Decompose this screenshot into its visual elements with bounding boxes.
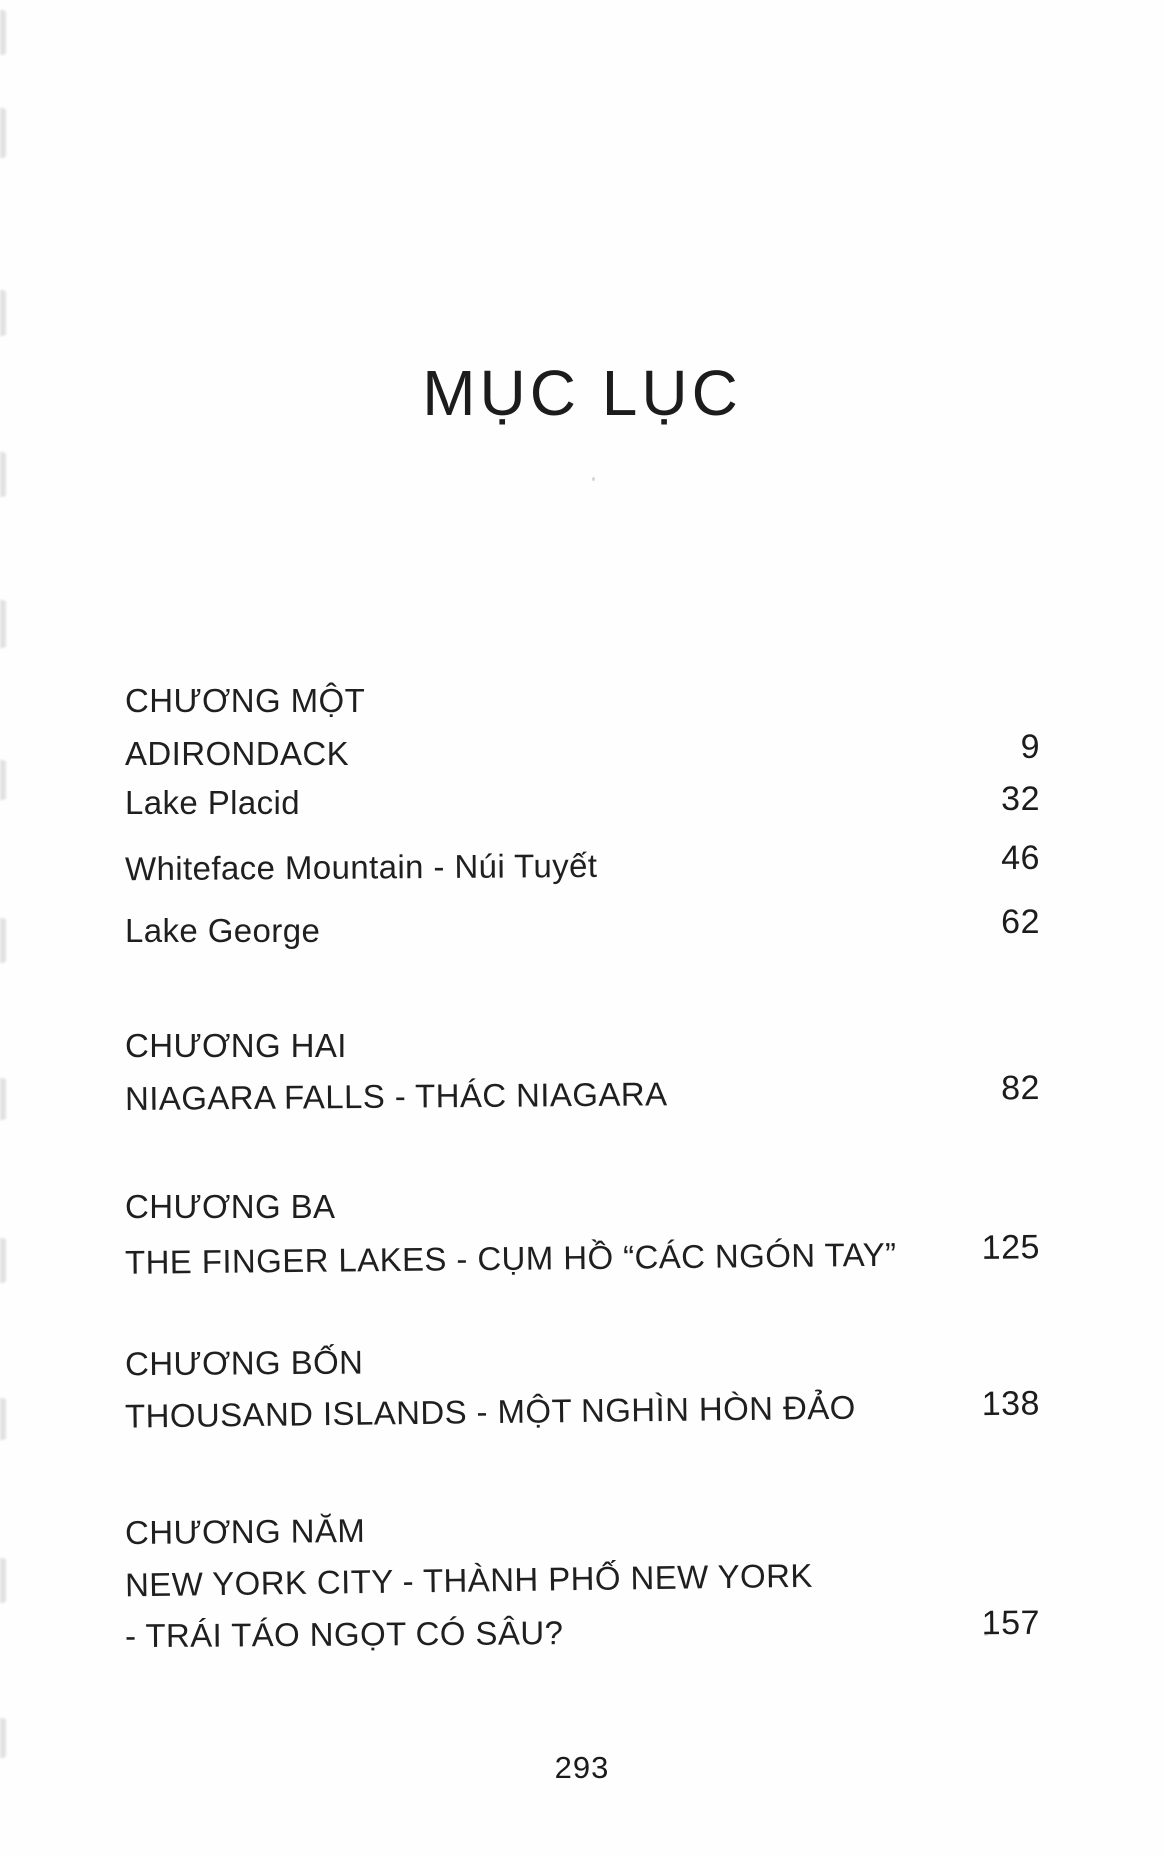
scan-edge-smudge [0, 600, 6, 648]
toc-entry [125, 728, 1040, 775]
scan-edge-smudge [0, 918, 6, 963]
scan-edge-smudge [0, 760, 6, 800]
chapter-heading [125, 1337, 1040, 1385]
entry-label: THOUSAND ISLANDS - MỘT NGHÌN HÒN ĐẢO [124, 1388, 856, 1435]
toc-entry [124, 1603, 1041, 1657]
scan-edge-smudge [0, 452, 6, 497]
entry-page-number: 32 [1001, 780, 1040, 818]
toc-entry [125, 1552, 1040, 1607]
toc-entry [125, 782, 1040, 824]
entry-label: Whiteface Mountain - Núi Tuyết [124, 846, 598, 888]
toc-entry [125, 1384, 1040, 1437]
scan-edge-smudge [0, 290, 6, 336]
entry-label: Lake Placid [125, 784, 301, 821]
entry-label: Lake George [125, 912, 321, 949]
toc-entry [125, 1070, 1040, 1120]
entry-page-number: 157 [981, 1603, 1041, 1643]
entry-label: - TRÁI TÁO NGỌT CÓ SÂU? [124, 1614, 564, 1655]
entry-label: NEW YORK CITY - THÀNH PHỐ NEW YORK [124, 1556, 813, 1604]
entry-label: ADIRONDACK [125, 735, 350, 772]
entry-label: NIAGARA FALLS - THÁC NIAGARA [124, 1075, 668, 1117]
chapter-heading [125, 680, 1040, 722]
chapter-heading [125, 1186, 1040, 1228]
toc-entry [124, 838, 1041, 890]
entry-page-number: 62 [1001, 903, 1040, 941]
scan-edge-smudge [0, 1398, 6, 1440]
chapter-heading-text: CHƯƠNG BA [125, 1188, 336, 1225]
scan-edge-smudge [0, 1238, 6, 1283]
chapter-heading-text: CHƯƠNG BỐN [124, 1343, 364, 1383]
footer-page-number: 293 [554, 1750, 610, 1785]
entry-page-number: 138 [981, 1384, 1041, 1424]
chapter-heading-text: CHƯƠNG MỘT [125, 682, 366, 719]
chapter-heading [125, 1504, 1040, 1554]
entry-page-number: 9 [1020, 728, 1040, 766]
entry-label: THE FINGER LAKES - CỤM HỒ “CÁC NGÓN TAY” [124, 1235, 897, 1281]
chapter-heading [125, 1025, 1040, 1067]
toc-entry [125, 903, 1040, 952]
entry-page-number: 125 [981, 1228, 1041, 1267]
page-title: MỤC LỤC [422, 357, 742, 429]
chapter-heading-text: CHƯƠNG NĂM [124, 1511, 366, 1551]
entry-page-number: 82 [1000, 1069, 1041, 1108]
toc-entry [124, 1228, 1041, 1284]
entry-page-number: 46 [1000, 838, 1041, 878]
scan-edge-smudge [0, 1558, 6, 1603]
scan-edge-smudge [0, 108, 6, 158]
scan-speck [592, 477, 595, 481]
chapter-heading-text: CHƯƠNG HAI [125, 1027, 347, 1064]
scan-edge-smudge [0, 1078, 6, 1120]
scan-edge-smudge [0, 10, 6, 55]
